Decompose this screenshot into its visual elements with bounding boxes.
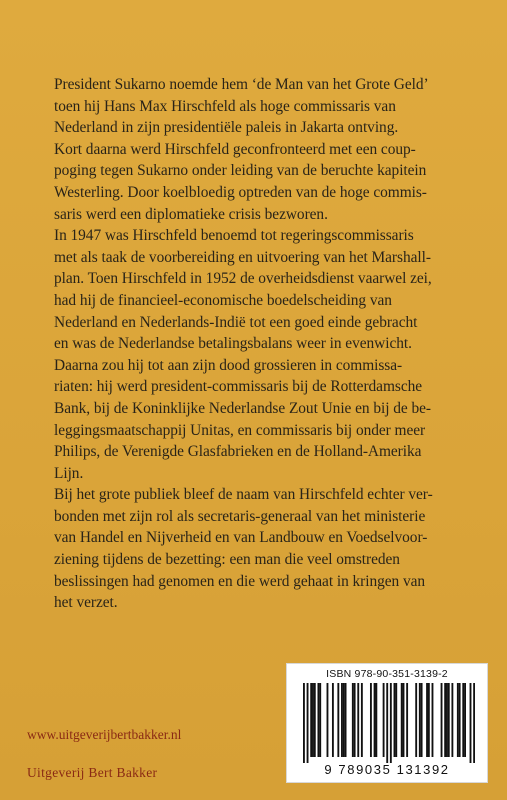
barcode-bar — [317, 683, 319, 757]
barcode-bar — [451, 683, 453, 757]
barcode-bar — [354, 683, 356, 757]
barcode-bar — [303, 683, 305, 763]
blurb-line: Nederland en Nederlands-Indië tot een goed einde gebracht — [54, 313, 418, 331]
blurb-line: en was de Nederlandse betalingsbalans weer in evenwicht. — [54, 335, 412, 353]
barcode-bar — [473, 683, 475, 763]
barcode-bar — [314, 683, 316, 757]
blurb-line: Bij het grote publiek bleef de naam van Hirschfeld echter ver- — [54, 486, 433, 504]
blurb-line: poging tegen Sukarno onder leiding van de beruchte kapitein — [54, 162, 427, 180]
blurb-line: met als taak de voorbereiding en uitvoering van het Marshall- — [54, 248, 431, 266]
barcode-bar — [426, 683, 428, 757]
blurb-line: President Sukarno noemde hem ‘de Man van het Grote Geld’ — [54, 76, 429, 93]
blurb-line: Kort daarna werd Hirschfeld geconfronteerd met een coup- — [54, 140, 416, 158]
blurb-line: leggingsmaatschappij Unitas, en commissaris bij onder meer — [54, 421, 426, 439]
barcode-bar — [345, 683, 347, 757]
barcode-bar — [462, 683, 464, 757]
barcode-icon — [303, 683, 475, 763]
barcode-bar — [375, 683, 377, 757]
barcode-bar — [312, 683, 314, 757]
barcode-label — [286, 663, 488, 783]
barcode-bar — [319, 683, 321, 757]
barcode-bar — [370, 683, 372, 757]
barcode-bar — [310, 683, 312, 757]
barcode-bar — [394, 683, 396, 757]
barcode-bar — [403, 683, 405, 757]
barcode-bar — [470, 683, 472, 763]
blurb-line: Westerling. Door koelbloedig optreden van de hoge commis- — [54, 183, 427, 201]
barcode-bar — [421, 683, 423, 757]
barcode-bar — [428, 683, 430, 757]
barcode-bar — [464, 683, 466, 757]
barcode-bar — [448, 683, 450, 757]
blurb-line: van Handel en Nijverheid en van Landbouw en Voedselvoor- — [54, 529, 428, 547]
blurb-line: ziening tijdens de bezetting: een man die veel omstreden — [54, 551, 400, 569]
barcode-bar — [459, 683, 461, 757]
barcode-bar — [337, 683, 339, 757]
blurb-line: beslissingen had genomen en die werd gehaat in kringen van — [54, 572, 426, 590]
blurb-line: riaten: hij werd president-commissaris bij de Rotterdamsche — [54, 378, 423, 396]
barcode-bar — [406, 683, 408, 757]
publisher-name: Uitgeverij Bert Bakker — [27, 765, 158, 780]
barcode-bar — [401, 683, 403, 757]
blurb-line: In 1947 was Hirschfeld benoemd tot regeringscommissaris — [54, 227, 414, 245]
barcode-bar — [357, 683, 359, 757]
barcode-bar — [374, 683, 376, 757]
barcode-bar — [383, 683, 385, 757]
barcode-digits: 9 789035 131392 — [324, 762, 450, 777]
barcode-bar — [415, 683, 417, 757]
blurb-line: had hij de financieel-economische boedelscheiding van — [54, 291, 392, 309]
barcode-bar — [307, 683, 309, 763]
blurb-line: Philips, de Verenigde Glasfabrieken en de Holland-Amerika — [54, 443, 422, 461]
barcode-bar — [419, 683, 421, 757]
blurb-line: Nederland in zijn presidentiële paleis in Jakarta ontving. — [54, 119, 399, 137]
barcode-bar — [341, 683, 343, 757]
barcode-bar — [444, 683, 446, 757]
blurb-line: Lijn. — [54, 464, 84, 482]
barcode-bar — [446, 683, 448, 757]
blurb-line: plan. Toen Hirschfeld in 1952 de overheidsdienst vaarwel zei, — [54, 270, 432, 288]
barcode-bar — [386, 683, 388, 763]
blurb-line: toen hij Hans Max Hirschfeld als hoge commissaris van — [54, 97, 396, 115]
blurb-line: saris werd een diplomatieke crisis bezworen. — [54, 205, 328, 223]
barcode-bar — [432, 683, 434, 757]
barcode-bar — [390, 683, 392, 763]
barcode-bar — [441, 683, 443, 757]
barcode-bar — [457, 683, 459, 757]
publisher-url: www.uitgeverijbertbakker.nl — [27, 727, 182, 742]
barcode-bar — [332, 683, 334, 757]
blurb-text — [54, 74, 474, 614]
barcode-bar — [352, 683, 354, 757]
blurb-line: bonden met zijn rol als secretaris-generaal van het ministerie — [54, 507, 426, 525]
barcode-bar — [343, 683, 345, 757]
blurb-line: Bank, bij de Koninklijke Nederlandse Zout Unie en bij de be- — [54, 399, 431, 417]
blurb-line: Daarna zou hij tot aan zijn dood grossieren in commissa- — [54, 356, 403, 374]
barcode-bar — [327, 683, 329, 757]
blurb-line: het verzet. — [54, 594, 118, 612]
barcode-bar — [395, 683, 397, 757]
isbn-text: ISBN 978-90-351-3139-2 — [326, 668, 448, 680]
barcode-bar — [361, 683, 363, 757]
